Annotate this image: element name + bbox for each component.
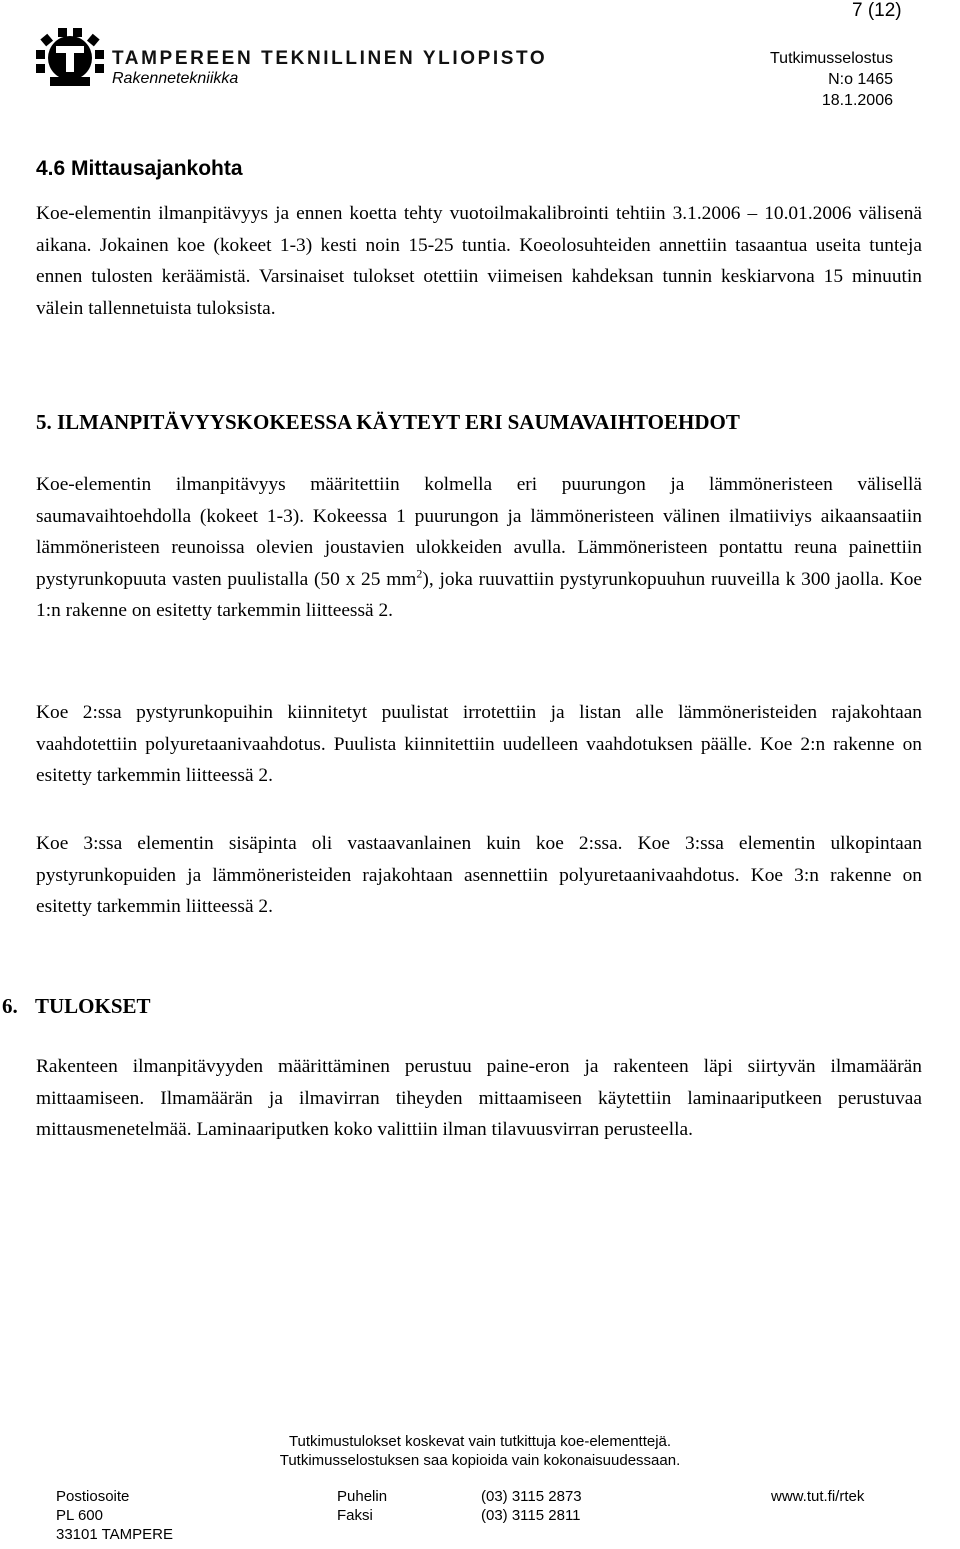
section-4-6-paragraph: Koe-elementin ilmanpitävyys ja ennen koetta tehty vuotoilmakalibrointi tehtiin 3.1.2006 – 10.01.2006 välisenä aikana. Jokainen koe (kokeet 1-3) kesti noin 15-25 tuntia. Koeolosuhteiden annettiin tasaantua useita tunteja ennen tulosten keräämistä. Varsinaiset tulokset otettiin viimeisen kahdeksan tunnin keskiarvona 15 minuutin välein tallennetuista tuloksista. <box>36 203 922 319</box>
notice-line-2: Tutkimusselostuksen saa kopioida vain kokonaisuudessaan. <box>279 1452 681 1469</box>
document-type: Tutkimusselostus <box>770 50 893 67</box>
address-label: Postiosoite <box>56 1488 130 1505</box>
section-5-paragraph-1-part-a: Koe-elementin ilmanpitävyys määritettiin kolmella eri puurungon ja lämmöneristeen välisellä saumavaihtoehdolla (kokeet 1-3). Kokeessa 1 puurungon ja lämmöneristeen välinen ilmatiiviys aikaansaatiin lämmöneristeen reunoissa olevien joustavien ulokkeiden avulla. Lämmöneristeen pontattu reuna painettiin pystyrunkopuuta vasten puulistalla (50 x 25 mm <box>36 474 922 590</box>
section-5-paragraph-2: Koe 2:ssa pystyrunkopuihin kiinnitetyt puulistat irrotettiin ja listan alle lämmöneristeiden rajakohtaan vaahdotettiin polyuretaanivaahdotus. Puulista kiinnitettiin uudelleen vaahdotuksen päälle. Koe 2:n rakenne on esitetty tarkemmin liitteessä 2. <box>36 702 922 787</box>
document-number: N:o 1465 <box>828 71 893 88</box>
fax-label: Faksi <box>337 1507 373 1524</box>
tut-logo-icon <box>36 28 104 86</box>
document-meta <box>770 48 893 111</box>
footer-contact-labels <box>337 1487 387 1525</box>
address-line-1: PL 600 <box>56 1507 103 1524</box>
fax-number: (03) 3115 2811 <box>481 1507 581 1524</box>
section-heading-5: 5. ILMANPITÄVYYSKOKEESSA KÄYTEYT ERI SAUMAVAIHTOEHDOT <box>36 410 740 434</box>
phone-number: (03) 3115 2873 <box>481 1488 582 1505</box>
footer-contact-numbers <box>481 1487 582 1525</box>
section-6-paragraph: Rakenteen ilmanpitävyyden määrittäminen perustuu paine-eron ja rakenteen läpi siirtyvän ilmamäärän mittaamiseen. Ilmamäärän ja ilmavirran tiheyden mittaamiseen käytettiin laminaariputkeen perustuvaa mittausmenetelmää. Laminaariputken koko valittiin ilman tilavuusvirran perusteella. <box>36 1056 922 1141</box>
website-link[interactable]: www.tut.fi/rtek <box>771 1488 865 1505</box>
notice-line-1: Tutkimustulokset koskevat vain tutkittuja koe-elementtejä. <box>288 1433 672 1450</box>
footer-website[interactable] <box>771 1487 864 1506</box>
section-5-paragraph-1-part-b: ), joka ruuvattiin pystyrunkopuuhun ruuveilla k 300 jaolla. Koe 1:n rakenne on esitetty tarkemmin liitteessä 2. <box>36 568 923 622</box>
section-5-paragraph-3: Koe 3:ssa elementin sisäpinta oli vastaavanlainen kuin koe 2:ssa. Koe 3:ssa elementin ulkopintaan pystyrunkopuiden ja lämmöneristeiden rajakohtaan asennettiin polyuretaanivaahdotus. Koe 3:n rakenne on esitetty tarkemmin liitteessä 2. <box>36 833 922 918</box>
section-heading-4-6: 4.6 Mittausajankohta <box>36 157 243 180</box>
address-line-2: 33101 TAMPERE <box>56 1526 174 1543</box>
phone-label: Puhelin <box>337 1488 388 1505</box>
university-name: TAMPEREEN TEKNILLINEN YLIOPISTO <box>112 48 548 69</box>
footer-address <box>56 1487 173 1544</box>
section-5-paragraph-1 <box>36 469 922 627</box>
section-6-title: TULOKSET <box>35 994 151 1018</box>
section-heading-6 <box>2 994 151 1019</box>
page-number: 7 (12) <box>852 0 902 21</box>
document-date: 18.1.2006 <box>821 92 893 109</box>
section-6-number: 6. <box>2 994 18 1018</box>
copy-notice <box>0 1432 960 1470</box>
tut-logo <box>36 28 104 91</box>
department-name: Rakennetekniikka <box>112 70 239 87</box>
superscript-2: 2 <box>416 566 423 581</box>
